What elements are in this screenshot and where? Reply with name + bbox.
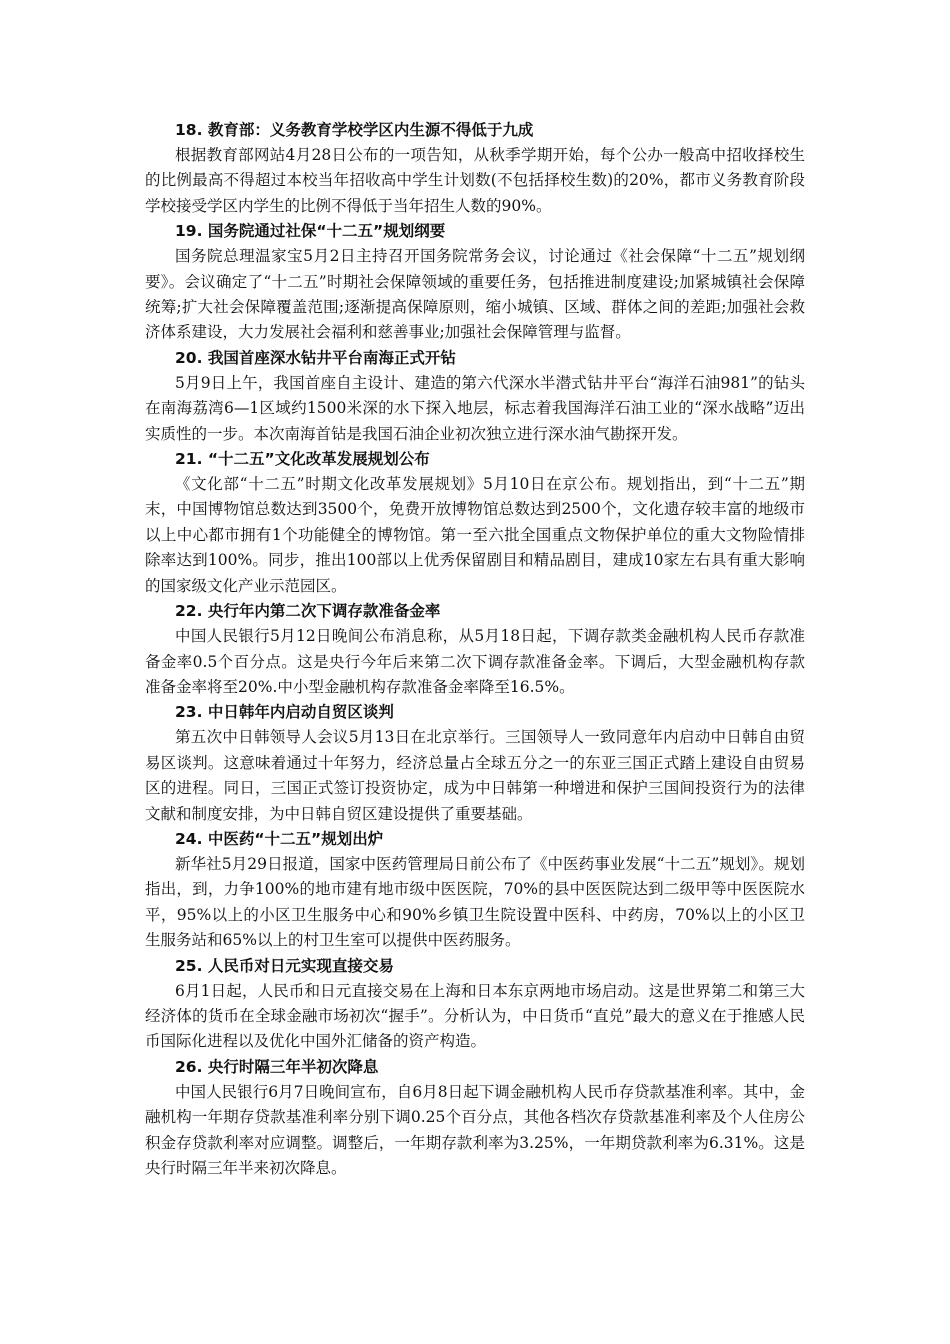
news-item-19 <box>145 219 805 346</box>
item-heading: 19. 国务院通过社保“十二五”规划纲要 <box>175 222 446 241</box>
news-item-20 <box>145 346 805 447</box>
item-paragraph: 6月1日起，人民币和日元直接交易在上海和日本东京两地市场启动。这是世界第二和第三大经济体的货币在全球金融市场初次“握手”。分析认为，中日货币“直兑”最大的意义在于推感人民币国际化进程以及优化中国外汇储备的资产构造。 <box>145 981 805 1051</box>
news-item-21 <box>145 447 805 599</box>
item-paragraph: 5月9日上午，我国首座自主设计、建造的第六代深水半潜式钻井平台“海洋石油981”的钻头在南海荔湾6—1区域约1500米深的水下探入地层，标志着我国海洋石油工业的“深水战略”迈出实质性的一步。本次南海首钻是我国石油企业初次独立进行深水油气勘探开发。 <box>145 373 805 443</box>
item-paragraph: 第五次中日韩领导人会议5月13日在北京举行。三国领导人一致同意年内启动中日韩自由贸易区谈判。这意味着通过十年努力，经济总量占全球五分之一的东亚三国正式踏上建设自由贸易区的进程。同日，三国正式签订投资协定，成为中日韩第一种增进和保护三国间投资行为的法律文献和制度安排，为中日韩自贸区建设提供了重要基础。 <box>145 728 805 823</box>
item-paragraph: 根据教育部网站4月28日公布的一项告知，从秋季学期开始，每个公办一般高中招收择校生的比例最高不得超过本校当年招收高中学生计划数(不包括择校生数)的20%，都市义务教育阶段学校接受学区内学生的比例不得低于当年招生人数的90%。 <box>145 146 805 215</box>
news-item-23 <box>145 700 805 827</box>
item-heading: 24. 中医药“十二五”规划出炉 <box>175 829 384 848</box>
news-item-24 <box>145 827 805 954</box>
item-heading: 23. 中日韩年内启动自贸区谈判 <box>175 703 394 722</box>
news-item-25 <box>145 954 805 1055</box>
item-paragraph: 国务院总理温家宝5月2日主持召开国务院常务会议，讨论通过《社会保障“十二五”规划纲要》。会议确定了“十二五”时期社会保障领域的重要任务，包括推进制度建设;加紧城镇社会保障统筹;扩大社会保障覆盖范围;逐渐提高保障原则，缩小城镇、区域、群体之间的差距;加强社会救济体系建设，大力发展社会福利和慈善事业;加强社会保障管理与监督。 <box>145 247 805 342</box>
news-item-18 <box>145 118 805 219</box>
news-item-22 <box>145 599 805 700</box>
item-heading: 18. 教育部：义务教育学校学区内生源不得低于九成 <box>175 121 534 139</box>
item-heading: 21. “十二五”文化改革发展规划公布 <box>175 450 430 469</box>
item-heading: 20. 我国首座深水钻井平台南海正式开钻 <box>175 348 456 367</box>
item-paragraph: 中国人民银行6月7日晚间宣布，自6月8日起下调金融机构人民币存贷款基准利率。其中，金融机构一年期存贷款基准利率分别下调0.25个百分点，其他各档次存贷款基准利率及个人住房公积金存贷款利率对应调整。调整后，一年期存款利率为3.25%，一年期贷款利率为6.31%。这是央行时隔三年半来初次降息。 <box>145 1082 805 1177</box>
item-paragraph: 中国人民银行5月12日晚间公布消息称，从5月18日起，下调存款类金融机构人民币存款准备金率0.5个百分点。这是央行今年后来第二次下调存款准备金率。下调后，大型金融机构存款准备金率将至20%.中小型金融机构存款准备金率降至16.5%。 <box>145 627 805 696</box>
item-paragraph: 新华社5月29日报道，国家中医药管理局日前公布了《中医药事业发展“十二五”规划》。规划指出，到，力争100%的地市建有地市级中医医院，70%的县中医医院达到二级甲等中医医院水平，95%以上的小区卫生服务中心和90%乡镇卫生院设置中医科、中药房，70%以上的小区卫生服务站和65%以上的村卫生室可以提供中医药服务。 <box>145 854 805 950</box>
item-heading: 25. 人民币对日元实现直接交易 <box>175 956 394 975</box>
news-item-26 <box>145 1055 805 1182</box>
item-heading: 26. 央行时隔三年半初次降息 <box>175 1057 379 1076</box>
item-paragraph: 《文化部“十二五”时期文化改革发展规划》5月10日在京公布。规划指出，到“十二五”期末，中国博物馆总数达到3500个，免费开放博物馆总数达到2500个，文化遗存较丰富的地级市以上中心都市拥有1个功能健全的博物馆。第一至六批全国重点文物保护单位的重大文物险情排除率达到100%。同步，推出100部以上优秀保留剧目和精品剧目，建成10家左右具有重大影响的国家级文化产业示范园区。 <box>145 475 805 595</box>
item-heading: 22. 央行年内第二次下调存款准备金率 <box>175 602 441 621</box>
document-page <box>145 118 805 1181</box>
